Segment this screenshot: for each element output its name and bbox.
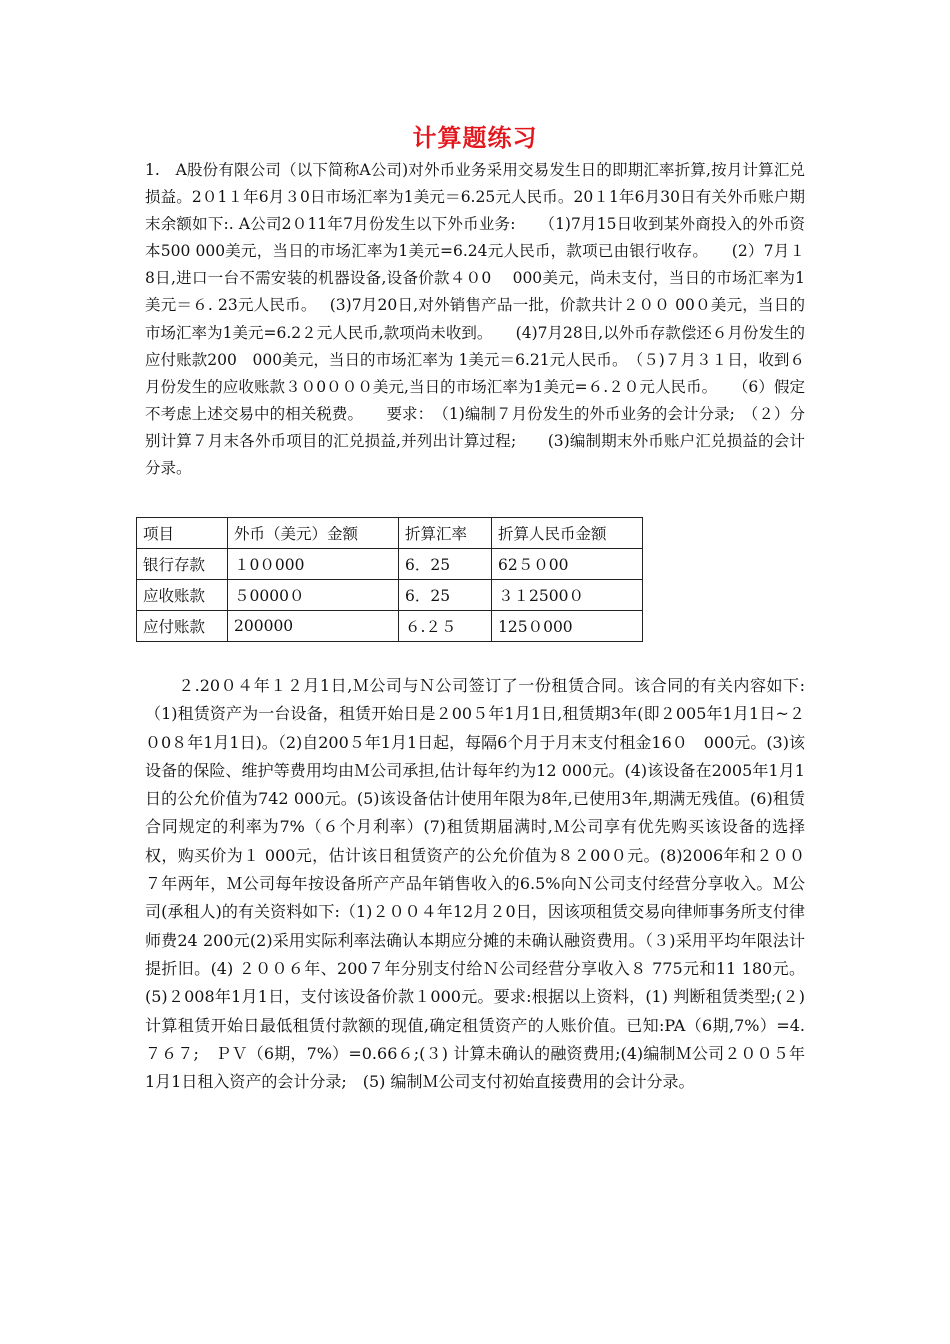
table-cell: 银行存款 xyxy=(137,549,228,580)
table-cell: 62５０00 xyxy=(492,549,643,580)
table-cell: ６.２５ xyxy=(399,611,492,642)
table-cell: １0０000 xyxy=(228,549,399,580)
foreign-currency-balance-table xyxy=(136,517,643,642)
document-title: 计算题练习 xyxy=(412,124,538,152)
table-cell: 125０000 xyxy=(492,611,643,642)
table-cell: 6．25 xyxy=(399,580,492,611)
table-cell: 应付账款 xyxy=(137,611,228,642)
table-header-cell: 折算人民币金额 xyxy=(492,518,643,549)
table-header-row xyxy=(137,518,643,549)
question-2-text: ２.20０４年１２月1日,Ｍ公司与Ｎ公司签订了一份租赁合同。该合同的有关内容如下:（1)租赁资产为一台设备，租赁开始日是２00５年1月1日,租赁期3年(即２005年1月1日~２０0８年1月1日)。（2)自200５年1月1日起，每隔6个月于月末支付租金16０ 000元。(3)该设备的保险、维护等费用均由Ｍ公司承担,估计每年约为12 000元。(4)该设备在2005年1月1日的公允价值为742 000元。(5)该设备估计使用年限为8年,已使用3年,期满无残值。(6)租赁合同规定的利率为7%（６个月利率）(7)租赁期届满时,Ｍ公司享有优先购买该设备的选择权，购买价为１ 000元，估计该日租赁资产的公允价值为８２00０元。(8)2006年和２００７年两年，Ｍ公司每年按设备所产产品年销售收入的6.5%向Ｎ公司支付经营分享收入。Ｍ公司(承租人)的有关资料如下:（1)２００４年12月２0日，因该项租赁交易向律师事务所支付律师费24 200元(2)采用实际利率法确认本期应分摊的未确认融资费用。（３)采用平均年限法计提折旧。(4) ２００６年、200７年分别支付给Ｎ公司经营分享收入８ 775元和11 180元。(5)２008年1月1日，支付该设备价款１000元。要求:根据以上资料，(1) 判断租赁类型;(２) 计算租赁开始日最低租赁付款额的现值,确定租赁资产的人账价值。已知:PA（6期,7%）=4.７６７; ＰＶ（6期，7%）=0.66６;(３) 计算未确认的融资费用;(4)编制Ｍ公司２００５年1月1日租入资产的会计分录; (5) 编制Ｍ公司支付初始直接费用的会计分录。 xyxy=(145,676,805,1092)
table-cell: 应收账款 xyxy=(137,580,228,611)
table-header-cell: 项目 xyxy=(137,518,228,549)
table-header-cell: 外币（美元）金额 xyxy=(228,518,399,549)
table-row xyxy=(137,549,643,580)
table-cell: ３１2500０ xyxy=(492,580,643,611)
question-1-text: 1. A股份有限公司（以下简称A公司)对外币业务采用交易发生日的即期汇率折算,按月计算汇兑损益。2０1１年6月３0日市场汇率为1美元＝6.25元人民币。20１1年6月30日有关外币账户期末余额如下:. A公司2０11年7月份发生以下外币业务: （1)7月15日收到某外商投入的外币资本500 000美元，当日的市场汇率为1美元=6.24元人民币，款项已由银行收存。 (2）7月１8日,进口一台不需安装的机器设备,设备价款４０0 000美元，尚未支付，当日的市场汇率为1美元＝６. 23元人民币。 (3)7月20日,对外销售产品一批，价款共计２００ 00０美元，当日的市场汇率为1美元=6.2２元人民币,款项尚未收到。 (4)7月28日,以外币存款偿还６月份发生的应付账款200 000美元，当日的市场汇率为 1美元＝6.21元人民币。 （５)７月３１日，收到６月份发生的应收账款３０0０００美元,当日的市场汇率为1美元=６.２０元人民币。 （6）假定不考虑上述交易中的相关税费。 要求： （1)编制７月份发生的外币业务的会计分录; （２）分别计算７月末各外币项目的汇兑损益,并列出计算过程; (3)编制期末外币账户汇兑损益的会计分录。 xyxy=(145,161,805,478)
table-cell: ５0000０ xyxy=(228,580,399,611)
table-header-cell: 折算汇率 xyxy=(399,518,492,549)
table-cell: 6．25 xyxy=(399,549,492,580)
table-row xyxy=(137,611,643,642)
table-cell: 200000 xyxy=(228,611,399,642)
table-row xyxy=(137,580,643,611)
